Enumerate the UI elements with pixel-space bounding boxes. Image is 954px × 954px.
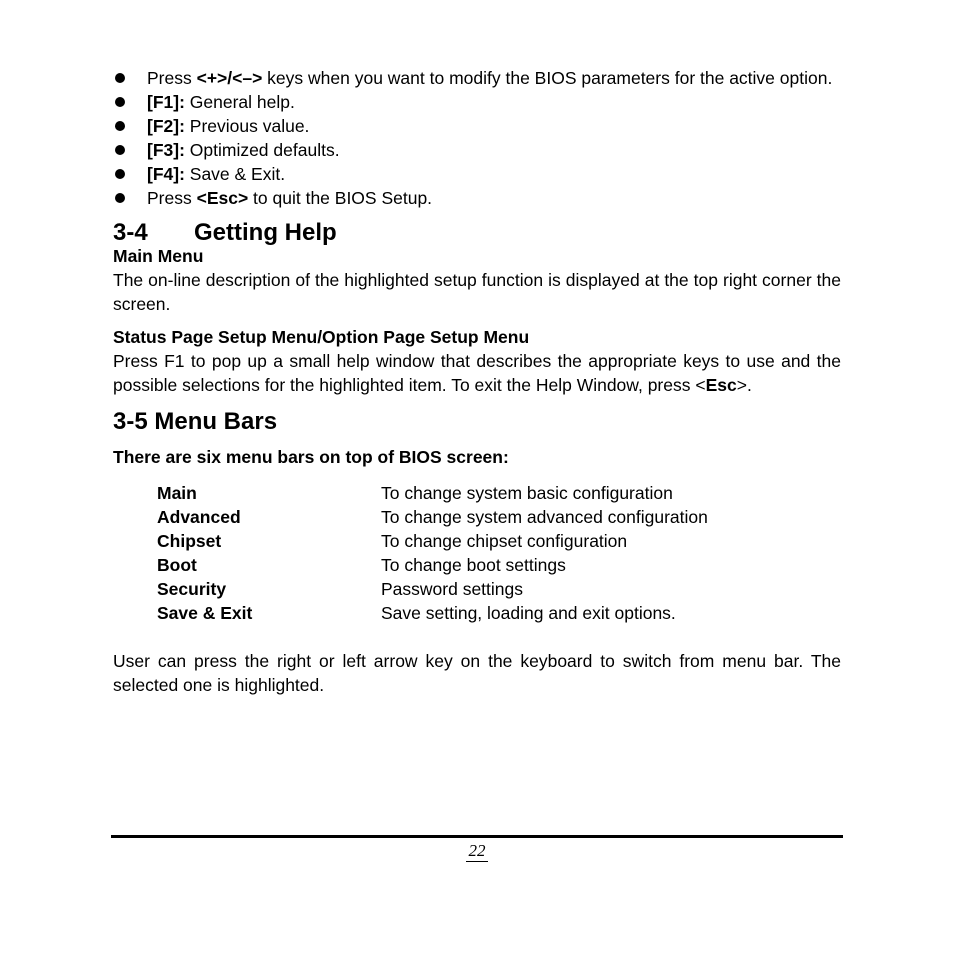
list-item: [F3]: Optimized defaults.: [113, 138, 841, 162]
bullet-dot-icon: [115, 121, 125, 131]
page-number: 22: [466, 841, 488, 862]
menu-bars-outro: User can press the right or left arrow key on the keyboard to switch from menu bar. The selected one is highlighted.: [113, 651, 841, 695]
table-row: Boot To change boot settings: [157, 555, 566, 575]
bullet-dot-icon: [115, 193, 125, 203]
list-item: Press <+>/<–> keys when you want to modify the BIOS parameters for the active option.: [113, 66, 841, 90]
table-row: Advanced To change system advanced configuration: [157, 507, 708, 527]
section-heading-getting-help: 3-4 Getting Help: [113, 219, 337, 246]
status-page-paragraph: Press F1 to pop up a small help window that describes the appropriate keys to use and the possible selections for the highlighted item. To exit the Help Window, press <Esc>.: [113, 351, 841, 395]
list-item: Press <Esc> to quit the BIOS Setup.: [113, 186, 841, 210]
bullet-dot-icon: [115, 145, 125, 155]
menu-bars-intro: There are six menu bars on top of BIOS screen:: [113, 447, 509, 467]
list-item: [F4]: Save & Exit.: [113, 162, 841, 186]
bullet-dot-icon: [115, 73, 125, 83]
menu-bars-table: [157, 481, 708, 625]
main-menu-heading: Main Menu: [113, 246, 204, 266]
status-page-heading: Status Page Setup Menu/Option Page Setup Menu: [113, 327, 530, 347]
list-item: [F1]: General help.: [113, 90, 841, 114]
table-row: Security Password settings: [157, 579, 524, 599]
key-bullet-list: [113, 66, 841, 210]
table-row: Main To change system basic configuration: [157, 483, 673, 503]
table-row: Chipset To change chipset configuration: [157, 531, 628, 551]
bullet-dot-icon: [115, 169, 125, 179]
document-page: [113, 66, 841, 697]
table-row: Save & Exit Save setting, loading and exit options.: [157, 603, 676, 623]
footer-divider: [111, 835, 843, 838]
list-item: [F2]: Previous value.: [113, 114, 841, 138]
main-menu-paragraph: The on-line description of the highlighted setup function is displayed at the top right corner the screen.: [113, 270, 841, 314]
bullet-dot-icon: [115, 97, 125, 107]
section-heading-menu-bars: 3-5 Menu Bars: [113, 408, 278, 435]
